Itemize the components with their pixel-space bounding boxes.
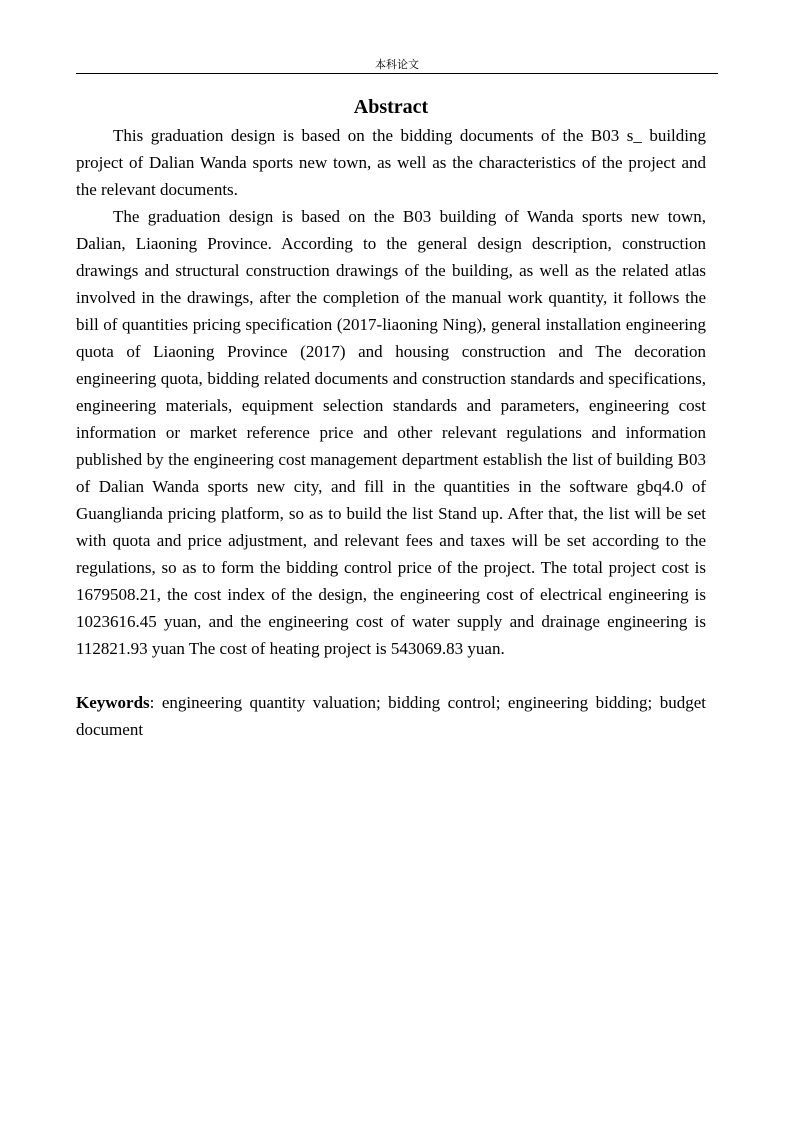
abstract-section	[76, 92, 706, 760]
keywords-text: : engineering quantity valuation; bidding control; engineering bidding; budget document	[76, 693, 706, 739]
abstract-title: Abstract	[353, 96, 429, 118]
abstract-paragraph-1: This graduation design is based on the bidding documents of the B03 s_ building project of Dalian Wanda sports new town, as well as the characteristics of the project and the relevant documents.	[76, 126, 706, 199]
page-header: 本科论文	[375, 58, 419, 71]
header-divider	[76, 73, 718, 74]
abstract-paragraph-2: The graduation design is based on the B03 building of Wanda sports new town, Dalian, Liaoning Province. According to the general design description, construction drawings and structural construction drawings of the building, as well as the related atlas involved in the drawings, after the completion of the manual work quantity, it follows the bill of quantities pricing specification (2017-liaoning Ning), general installation engineering quota of Liaoning Province (2017) and housing construction and The decoration engineering quota, bidding related documents and construction standards and specifications, engineering materials, equipment selection standards and parameters, engineering cost information or market reference price and other relevant regulations and information published by the engineering cost management department establish the list of building B03 of Dalian Wanda sports new city, and fill in the quantities in the software gbq4.0 of Guanglianda pricing platform, so as to build the list Stand up. After that, the list will be set with quota and price adjustment, and relevant fees and taxes will be set according to the regulations, so as to form the bidding control price of the project. The total project cost is 1679508.21, the cost index of the design, the engineering cost of electrical engineering is 1023616.45 yuan, and the engineering cost of water supply and drainage engineering is 112821.93 yuan The cost of heating project is 543069.83 yuan.	[76, 207, 706, 658]
keywords-line	[76, 689, 706, 743]
keywords-label: Keywords	[76, 693, 150, 712]
